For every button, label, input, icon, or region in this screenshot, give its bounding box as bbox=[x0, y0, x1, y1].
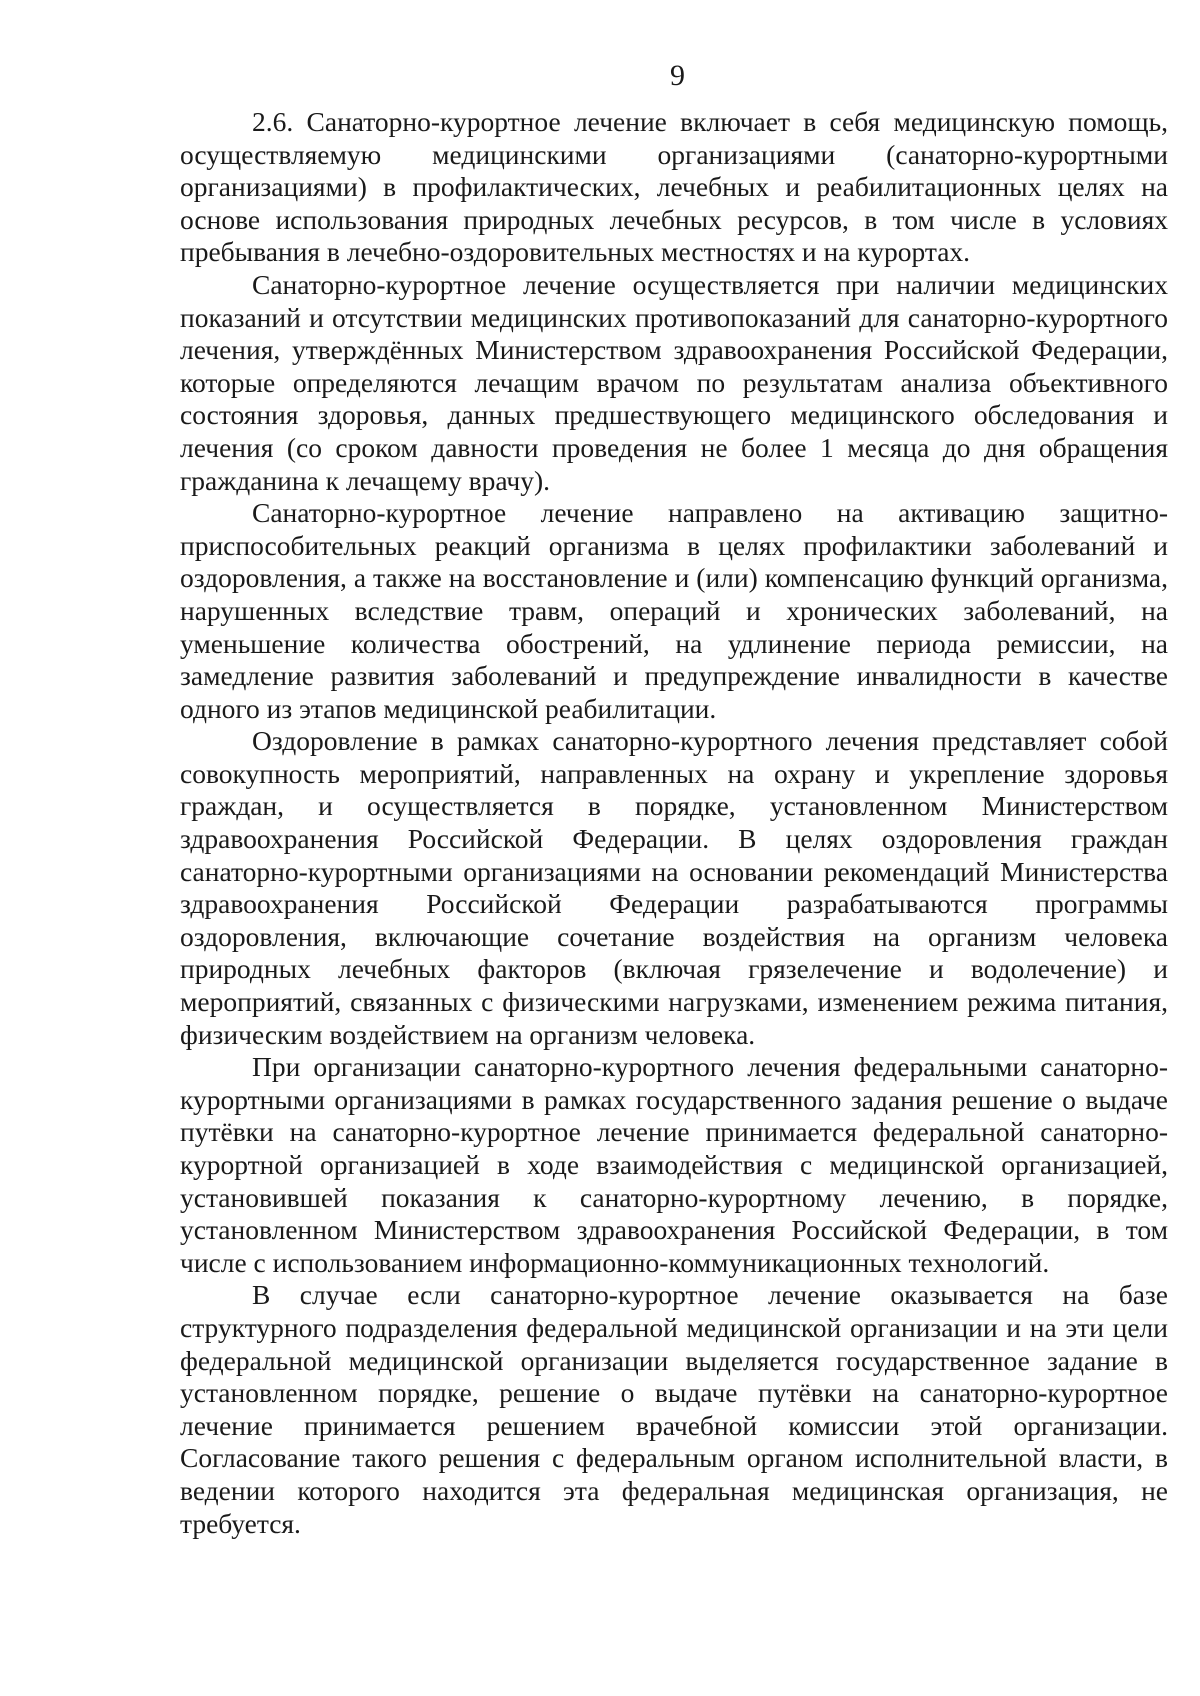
paragraph-voucher-decision: При организации санаторно-курортного лечения федеральными санаторно-курортными организациями в рамках государственного задания решение о выдаче путёвки на санаторно-курортное лечение принимается федеральной санаторно-курортной организацией в ходе взаимодействия с медицинской организацией, установившей показания к санаторно-курортному лечению, в порядке, установленном Министерством здравоохранения Российской Федерации, в том числе с использованием информационно-коммуникационных технологий. bbox=[180, 1051, 1168, 1278]
paragraph-structural-unit: В случае если санаторно-курортное лечение оказывается на базе структурного подразделения федеральной медицинской организации и на эти цели федеральной медицинской организации выделяется государственное задание в установленном порядке, решение о выдаче путёвки на санаторно-курортное лечение принимается решением врачебной комиссии этой организации. Согласование такого решения с федеральным органом исполнительной власти, в ведении которого находится эта федеральная медицинская организация, не требуется. bbox=[180, 1279, 1168, 1539]
page-number: 9 bbox=[670, 59, 685, 92]
paragraph-2-6: 2.6. Санаторно-курортное лечение включает в себя медицинскую помощь, осуществляемую медицинскими организациями (санаторно-курортными организациями) в профилактических, лечебных и реабилитационных целях на основе использования природных лечебных ресурсов, в том числе в условиях пребывания в лечебно-оздоровительных местностях и на курортах. bbox=[180, 106, 1168, 268]
paragraph-health-improvement: Оздоровление в рамках санаторно-курортного лечения представляет собой совокупность мероприятий, направленных на охрану и укрепление здоровья граждан, и осуществляется в порядке, установленном Министерством здравоохранения Российской Федерации. В целях оздоровления граждан санаторно-курортными организациями на основании рекомендаций Министерства здравоохранения Российской Федерации разрабатываются программы оздоровления, включающие сочетание воздействия на организм человека природных лечебных факторов (включая грязелечение и водолечение) и мероприятий, связанных с физическими нагрузками, изменением режима питания, физическим воздействием на организм человека. bbox=[180, 725, 1168, 1050]
document-body bbox=[180, 106, 1168, 1540]
paragraph-medical-indications: Санаторно-курортное лечение осуществляется при наличии медицинских показаний и отсутствии медицинских противопоказаний для санаторно-курортного лечения, утверждённых Министерством здравоохранения Российской Федерации, которые определяются лечащим врачом по результатам анализа объективного состояния здоровья, данных предшествующего медицинского обследования и лечения (со сроком давности проведения не более 1 месяца до дня обращения гражданина к лечащему врачу). bbox=[180, 268, 1168, 496]
paragraph-treatment-purpose: Санаторно-курортное лечение направлено на активацию защитно-приспособительных реакций организма в целях профилактики заболеваний и оздоровления, а также на восстановление и (или) компенсацию функций организма, нарушенных вследствие травм, операций и хронических заболеваний, на уменьшение количества обострений, на удлинение периода ремиссии, на замедление развития заболеваний и предупреждение инвалидности в качестве одного из этапов медицинской реабилитации. bbox=[180, 497, 1168, 724]
